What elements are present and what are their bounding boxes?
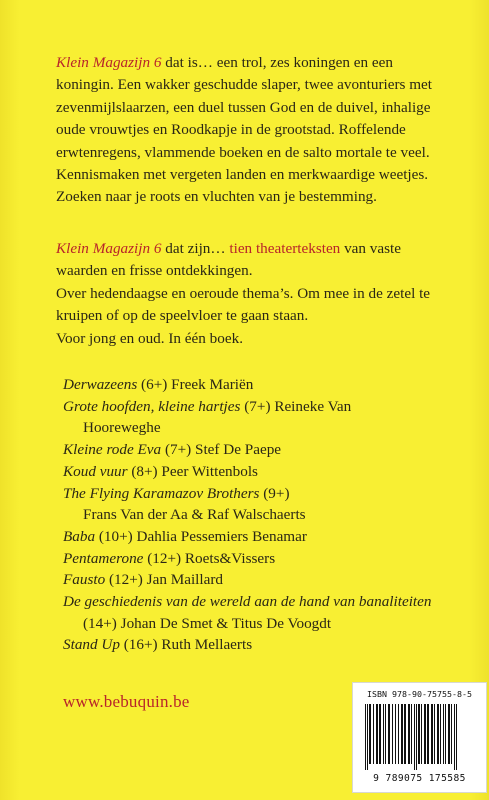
barcode-bar (440, 704, 441, 764)
blurb-paragraph-1 (56, 52, 451, 209)
barcode-bar (369, 704, 371, 764)
barcode-box (352, 682, 487, 793)
barcode-bar (388, 704, 390, 764)
ean-digits: 9 789075 175585 (373, 773, 466, 784)
play-author: Reineke Van (274, 397, 352, 415)
blurb-text-3: Over hedendaagse en oeroude thema’s. Om mee in de zetel te kruipen of op de speelvloer te gaan staan. (56, 284, 431, 325)
play-author: Peer Wittenbols (161, 462, 258, 480)
blurb-text-1: dat is… een trol, zes koningen en een koningin. Een wakker geschudde slaper, twee avonturiers met zevenmijlslaarzen, een duel tussen God en de duivel, inhalige oude vrouwtjes en Roodkapje in de grootstad. Roffelende erwtenregens, vlammende boeken en de salto mortale te veel. Kennismaken met vergeten landen en merkwaardige weetjes. Zoeken naar je roots en vluchten van je bestemming. (56, 54, 433, 206)
play-age: (7+) (161, 441, 196, 459)
play-age: (8+) (127, 462, 162, 480)
play-author: Freek Mariën (171, 376, 254, 393)
play-author: Roets&Vissers (184, 549, 276, 567)
barcode-bar (376, 704, 378, 764)
barcode-bar (431, 704, 433, 764)
play-entry (63, 374, 463, 396)
blurb-text-2a: dat zijn… (161, 240, 230, 257)
play-title: De geschiedenis van de wereld aan de hand van banaliteiten (63, 593, 432, 611)
barcode-bar (437, 704, 439, 764)
play-age: (12+) (105, 571, 147, 589)
blurb-text-4: Voor jong en oud. In één boek. (56, 329, 243, 347)
barcode-bar (454, 704, 455, 770)
play-age: (6+) (137, 376, 172, 393)
barcode-bar (385, 704, 386, 764)
book-title-2: Klein Magazijn 6 (56, 240, 162, 257)
play-title: Derwazeens (63, 376, 138, 393)
barcode-bar (401, 704, 403, 764)
barcode-bar (451, 704, 452, 764)
barcode-bar (445, 704, 446, 764)
barcode-bar (448, 704, 450, 764)
highlight-phrase: tien theaterteksten (229, 240, 341, 257)
barcode-bar (434, 704, 435, 764)
barcode-bar (367, 704, 368, 770)
play-list (63, 374, 463, 656)
barcode-bar (416, 704, 417, 770)
play-age: (12+) (143, 549, 185, 567)
barcode-bars (363, 704, 476, 772)
play-entry (63, 396, 463, 439)
play-title: Pentamerone (63, 549, 144, 567)
play-entry (63, 548, 463, 570)
play-age: (7+) (240, 397, 275, 415)
isbn-label: ISBN 978-90-75755-8-5 (367, 689, 472, 699)
play-entry (63, 483, 463, 526)
play-entry (63, 461, 463, 483)
play-author-continued: (14+) Johan De Smet & Titus De Voogdt (83, 614, 332, 632)
barcode-bar (456, 704, 457, 770)
play-title: Baba (63, 527, 96, 545)
play-title: The Flying Karamazov Brothers (63, 484, 260, 502)
barcode-bar (398, 704, 399, 764)
blurb-text-2b: van vaste waarden en frisse ontdekkingen. (56, 240, 402, 280)
barcode-bar (443, 704, 444, 764)
barcode-bar (383, 704, 384, 764)
barcode-bar (411, 704, 412, 764)
play-author: Dahlia Pessemiers Benamar (136, 527, 307, 545)
play-author-continued: Frans Van der Aa & Raf Walschaerts (83, 506, 306, 524)
play-entry (63, 591, 463, 634)
barcode-bar (379, 704, 381, 764)
play-title: Kleine rode Eva (63, 441, 162, 459)
play-title: Koud vuur (63, 462, 128, 480)
play-title: Grote hoofden, kleine hartjes (63, 397, 241, 415)
barcode-bar (414, 704, 415, 770)
barcode-bar (392, 704, 393, 764)
play-author: Jan Maillard (146, 571, 224, 589)
barcode-bar (424, 704, 426, 764)
barcode-bar (404, 704, 406, 764)
play-author: Ruth Mellaerts (161, 636, 253, 654)
barcode-bar (427, 704, 429, 764)
barcode-bar (373, 704, 374, 764)
barcode-bar (408, 704, 410, 764)
play-title: Stand Up (63, 636, 120, 654)
play-entry (63, 526, 463, 548)
barcode-bar (418, 704, 420, 764)
play-author: Stef De Paepe (195, 441, 282, 459)
play-age: (16+) (119, 636, 162, 654)
play-entry (63, 569, 463, 591)
barcode-bar (421, 704, 422, 764)
play-age: (10+) (95, 527, 137, 545)
play-age: (9+) (259, 484, 290, 502)
play-title: Fausto (63, 571, 106, 589)
barcode-bar (395, 704, 396, 764)
blurb-paragraph-2 (56, 238, 451, 350)
barcode-bar (365, 704, 366, 770)
website-link[interactable]: www.bebuquin.be (63, 692, 190, 711)
play-entry (63, 634, 463, 656)
book-title: Klein Magazijn 6 (56, 54, 162, 71)
play-author-continued: Hooreweghe (83, 419, 161, 437)
play-entry (63, 439, 463, 461)
